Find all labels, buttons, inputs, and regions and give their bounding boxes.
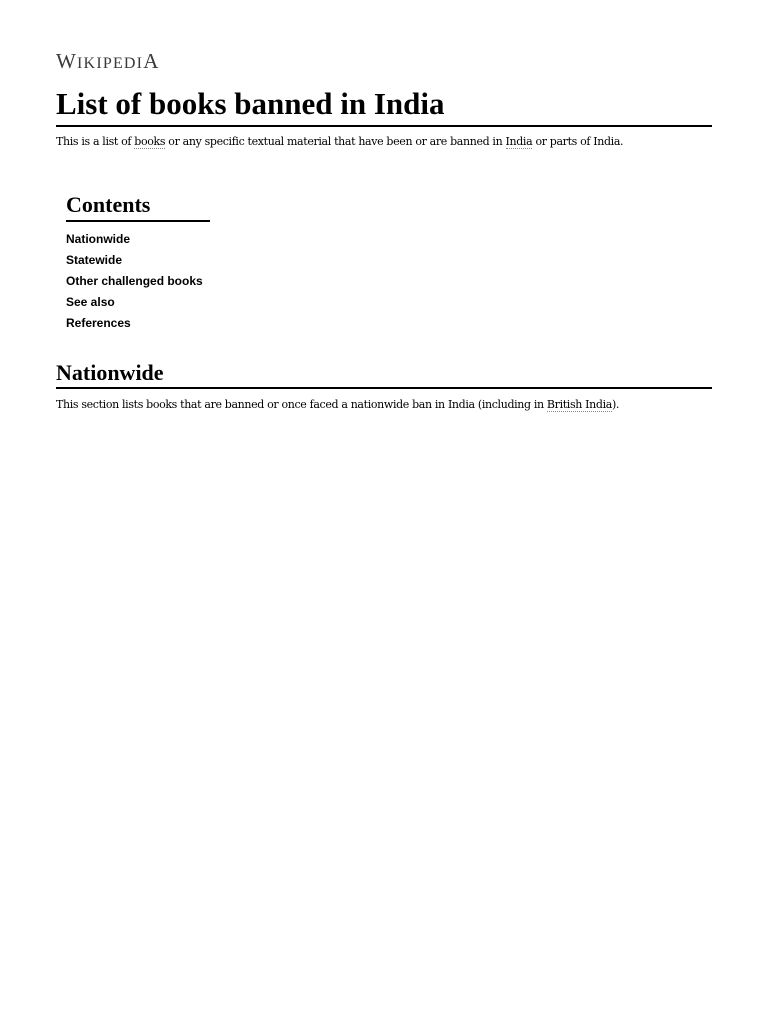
section-text-1: This section lists books that are banned or once faced a nationwide ban in India (including in: [56, 398, 547, 411]
logo-letter-a: A: [143, 49, 160, 73]
wikipedia-logo[interactable]: [56, 49, 160, 76]
toc-item-statewide[interactable]: Statewide: [66, 253, 123, 267]
logo-letters-middle: IKIPEDI: [77, 55, 144, 72]
toc-item-other-challenged-books[interactable]: Other challenged books: [66, 274, 203, 288]
intro-text-1: This is a list of: [56, 135, 135, 148]
toc-list: [66, 229, 210, 334]
toc-item-nationwide[interactable]: Nationwide: [66, 232, 131, 246]
section-text-2: ).: [611, 398, 620, 411]
logo-letter-w: W: [56, 49, 78, 73]
toc-item-references[interactable]: References: [66, 316, 131, 330]
section-heading-nationwide: Nationwide: [56, 359, 712, 389]
page-title: List of books banned in India: [56, 84, 712, 127]
section-paragraph: [56, 398, 619, 412]
toc-item-see-also[interactable]: See also: [66, 295, 115, 309]
link-india[interactable]: India: [505, 135, 533, 148]
link-british-india[interactable]: British India: [546, 398, 612, 411]
toc-title: Contents: [66, 191, 210, 222]
table-of-contents: [66, 191, 210, 334]
link-books[interactable]: books: [134, 135, 166, 148]
intro-text-2: or any specific textual material that have been or are banned in: [165, 135, 506, 148]
intro-text-3: or parts of India.: [532, 135, 624, 148]
intro-paragraph: [56, 135, 623, 149]
